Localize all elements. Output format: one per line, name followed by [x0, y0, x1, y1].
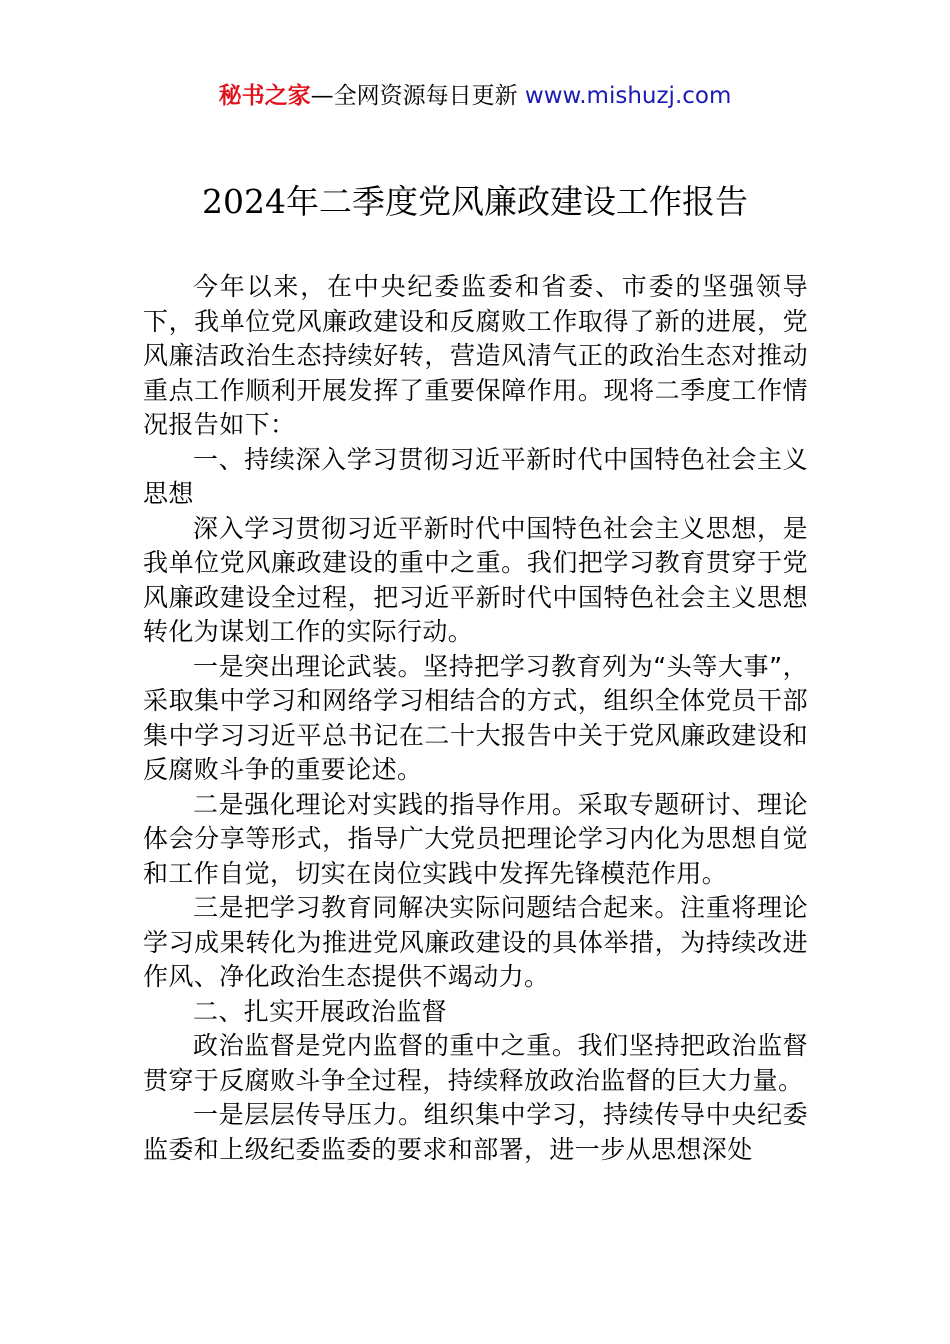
site-header: [0, 80, 950, 112]
section-heading-1: 一、持续深入学习贯彻习近平新时代中国特色社会主义思想: [143, 444, 808, 508]
document-body: [143, 270, 808, 1167]
header-tagline: —全网资源每日更新: [310, 83, 525, 109]
paragraph: 政治监督是党内监督的重中之重。我们坚持把政治监督贯穿于反腐败斗争全过程，持续释放政治监督的巨大力量。: [143, 1031, 808, 1095]
paragraph: 二是强化理论对实践的指导作用。采取专题研讨、理论体会分享等形式，指导广大党员把理论学习内化为思想自觉和工作自觉，切实在岗位实践中发挥先锋模范作用。: [143, 789, 808, 888]
brand-name: 秘书之家: [218, 83, 311, 109]
paragraph: 一是层层传导压力。组织集中学习，持续传导中央纪委监委和上级纪委监委的要求和部署，进一步从思想深处: [143, 1100, 808, 1164]
paragraph: 三是把学习教育同解决实际问题结合起来。注重将理论学习成果转化为推进党风廉政建设的具体举措，为持续改进作风、净化政治生态提供不竭动力。: [143, 893, 808, 991]
paragraph-intro: 今年以来，在中央纪委监委和省委、市委的坚强领导下，我单位党风廉政建设和反腐败工作取得了新的进展，党风廉洁政治生态持续好转，营造风清气正的政治生态对推动重点工作顺利开展发挥了重要保障作用。现将二季度工作情况报告如下：: [143, 272, 808, 439]
paragraph: 深入学习贯彻习近平新时代中国特色社会主义思想，是我单位党风廉政建设的重中之重。我们把学习教育贯穿于党风廉政建设全过程，把习近平新时代中国特色社会主义思想转化为谋划工作的实际行动。: [143, 513, 808, 646]
site-url-link[interactable]: www.mishuzj.com: [524, 83, 732, 109]
section-heading-2: 二、扎实开展政治监督: [193, 996, 448, 1026]
paragraph: 一是突出理论武装。坚持把学习教育列为“头等大事”，采取集中学习和网络学习相结合的方式，组织全体党员干部集中学习习近平总书记在二十大报告中关于党风廉政建设和反腐败斗争的重要论述。: [143, 651, 808, 784]
document-title: 2024年二季度党风廉政建设工作报告: [202, 182, 748, 221]
